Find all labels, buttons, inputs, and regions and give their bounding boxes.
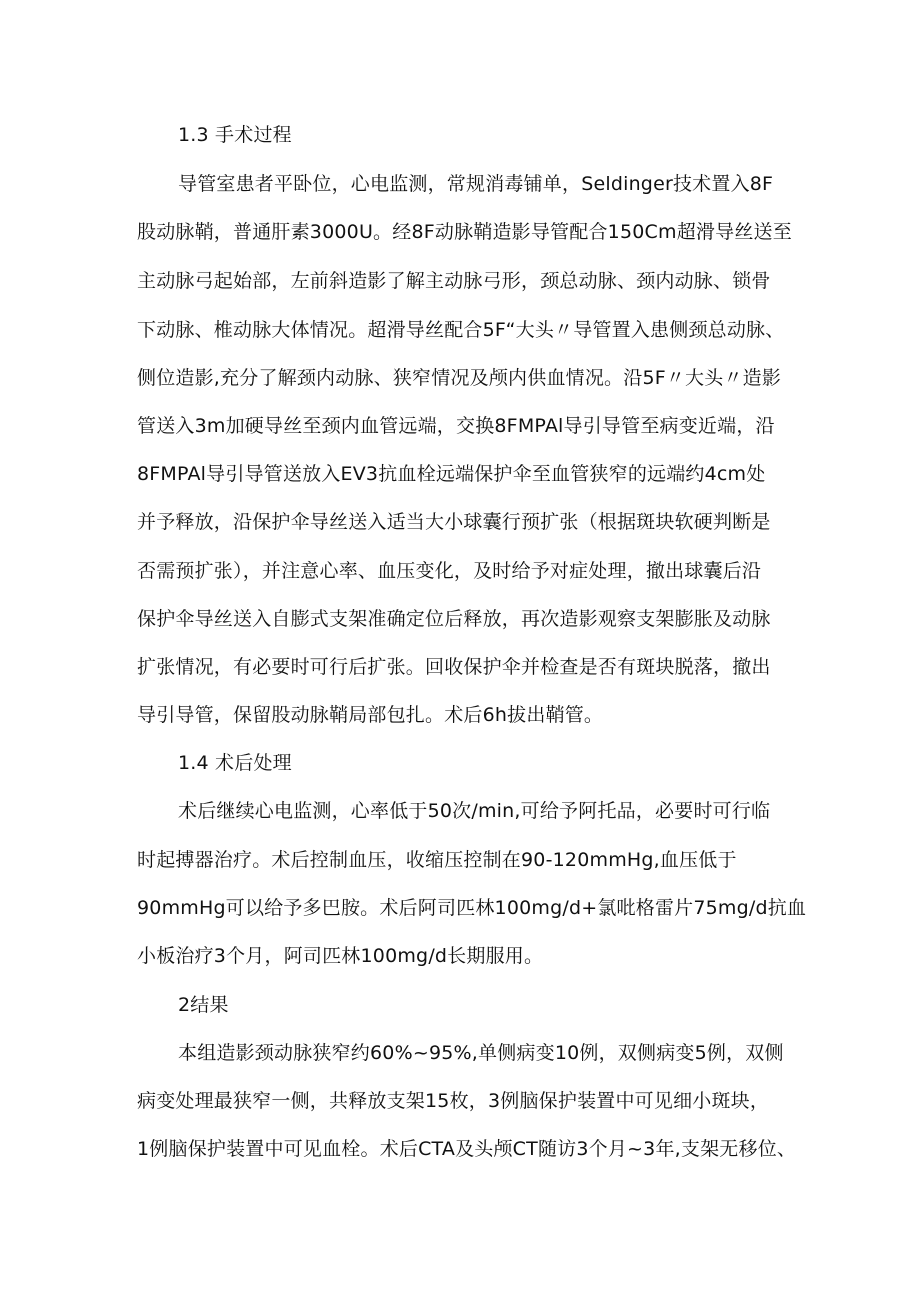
paragraph-line: 8FMPAl导引导管送放入EV3抗血栓远端保护伞至血管狭窄的远端约4cm处 bbox=[137, 463, 766, 485]
paragraph-line: 导引导管，保留股动脉鞘局部包扎。术后6h拔出鞘管。 bbox=[137, 704, 604, 726]
paragraph-line: 病变处理最狭窄一侧，共释放支架15枚，3例脑保护装置中可见细小斑块， bbox=[137, 1090, 770, 1112]
paragraph-line: 扩张情况，有必要时可行后扩张。回收保护伞并检查是否有斑块脱落，撤出 bbox=[137, 656, 771, 678]
paragraph-line: 导管室患者平卧位，心电监测，常规消毒铺单，Seldinger技术置入8F bbox=[178, 173, 774, 195]
section-heading-1-4: 1.4 术后处理 bbox=[178, 752, 292, 774]
paragraph-line: 时起搏器治疗。术后控制血压，收缩压控制在90-120mmHg,血压低于 bbox=[137, 849, 737, 871]
paragraph-line: 90mmHg可以给予多巴胺。术后阿司匹林100mg/d+氯吡格雷片75mg/d抗血 bbox=[137, 897, 807, 919]
paragraph-line: 保护伞导丝送入自膨式支架准确定位后释放，再次造影观察支架膨胀及动脉 bbox=[137, 608, 771, 630]
section-heading-2: 2结果 bbox=[178, 994, 229, 1016]
paragraph-line: 侧位造影,充分了解颈内动脉、狭窄情况及颅内供血情况。沿5F〃大头〃造影 bbox=[137, 367, 782, 389]
paragraph-line: 下动脉、椎动脉大体情况。超滑导丝配合5F“大头〃导管置入患侧颈总动脉、 bbox=[137, 319, 785, 341]
paragraph-line: 1例脑保护装置中可见血栓。术后CTA及头颅CT随访3个月~3年,支架无移位、 bbox=[137, 1138, 797, 1160]
paragraph-line: 主动脉弓起始部，左前斜造影了解主动脉弓形，颈总动脉、颈内动脉、锁骨 bbox=[137, 270, 771, 292]
paragraph-line: 并予释放，沿保护伞导丝送入适当大小球囊行预扩张（根据斑块软硬判断是 bbox=[137, 511, 771, 533]
paragraph-line: 术后继续心电监测，心率低于50次/min,可给予阿托品，必要时可行临 bbox=[178, 800, 771, 822]
paragraph-line: 管送入3m加硬导丝至颈内血管远端，交换8FMPAl导引导管至病变近端，沿 bbox=[137, 415, 775, 437]
paragraph-line: 否需预扩张），并注意心率、血压变化，及时给予对症处理，撤出球囊后沿 bbox=[137, 560, 762, 582]
section-heading-1-3: 1.3 手术过程 bbox=[178, 124, 292, 146]
paragraph-line: 股动脉鞘，普通肝素3000U。经8F动脉鞘造影导管配合150Cm超滑导丝送至 bbox=[137, 221, 792, 243]
paragraph-line: 小板治疗3个月，阿司匹林100mg/d长期服用。 bbox=[137, 945, 544, 967]
paragraph-line: 本组造影颈动脉狭窄约60%~95%,单侧病变10例，双侧病变5例，双侧 bbox=[178, 1042, 784, 1064]
